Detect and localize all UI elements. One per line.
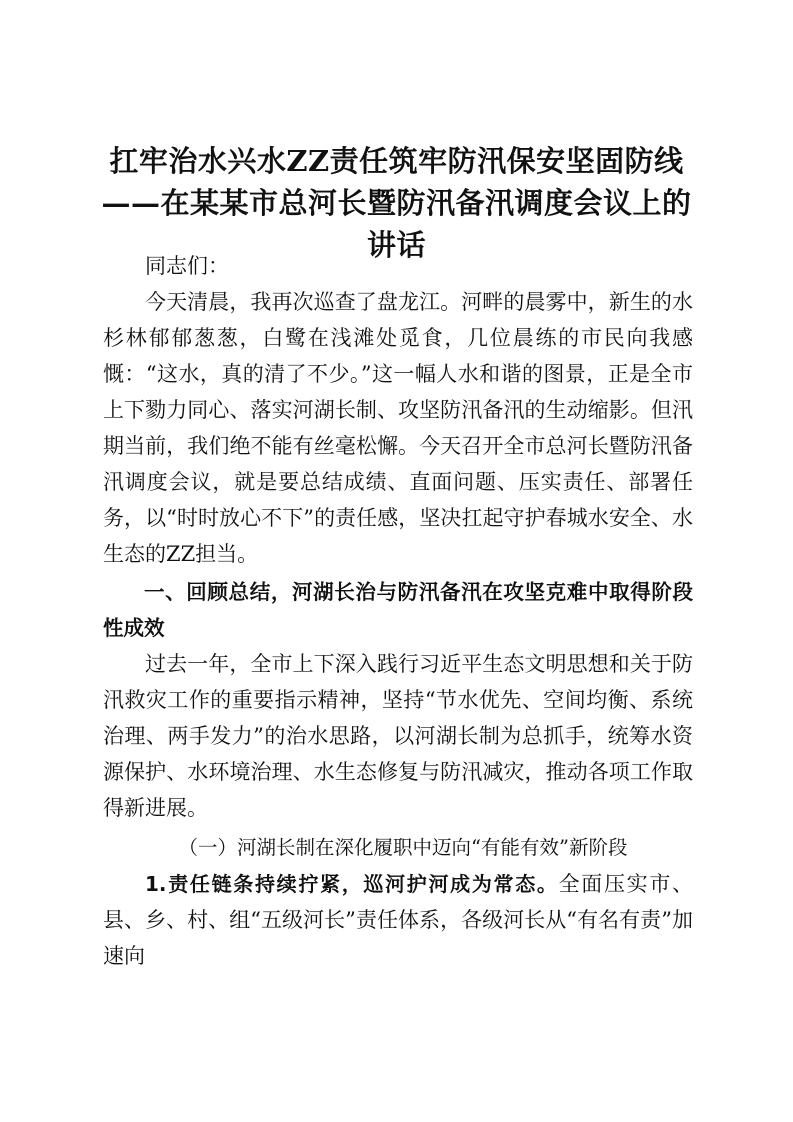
subsection-heading-1: （一）河湖长制在深化履职中迈向“有能有效”新阶段 xyxy=(178,836,628,859)
item-1-text: 全面压实市、县、乡、村、组“五级河长”责任体系，各级河长从“有名有责”加速向 xyxy=(103,872,694,968)
item-1 xyxy=(103,866,693,974)
title-line-2: ——在某某市总河长暨防汛备汛调度会议上的 xyxy=(101,186,692,220)
title-line-3: 讲话 xyxy=(366,228,426,262)
document-body xyxy=(103,248,693,974)
paragraph-review: 过去一年，全市上下深入践行习近平生态文明思想和关于防汛救灾工作的重要指示精神，坚持“节水优先、空间均衡、系统治理、两手发力”的治水思路，以河湖长制为总抓手，统筹水资源保护、水环境治理、水生态修复与防汛减灾，推动各项工作取得新进展。 xyxy=(103,652,693,820)
item-1-lead: 1.责任链条持续拧紧，巡河护河成为常态。 xyxy=(145,872,559,896)
salutation: 同志们： xyxy=(145,254,229,278)
paragraph-intro: 今天清晨，我再次巡查了盘龙江。河畔的晨雾中，新生的水杉林郁郁葱葱，白鹭在浅滩处觅食，几位晨练的市民向我感慨：“这水，真的清了不少。”这一幅人水和谐的图景，正是全市上下勠力同心、落实河湖长制、攻坚防汛备汛的生动缩影。但汛期当前，我们绝不能有丝毫松懈。今天召开全市总河长暨防汛备汛调度会议，就是要总结成绩、直面问题、压实责任、部署任务，以“时时放心不下”的责任感，坚决扛起守护春城水安全、水生态的ZZ担当。 xyxy=(103,290,693,566)
title-line-1: 扛牢治水兴水ZZ责任筑牢防汛保安坚固防线 xyxy=(109,144,684,178)
section-heading-1: 一、回顾总结，河湖长治与防汛备汛在攻坚克难中取得阶段性成效 xyxy=(103,580,693,640)
